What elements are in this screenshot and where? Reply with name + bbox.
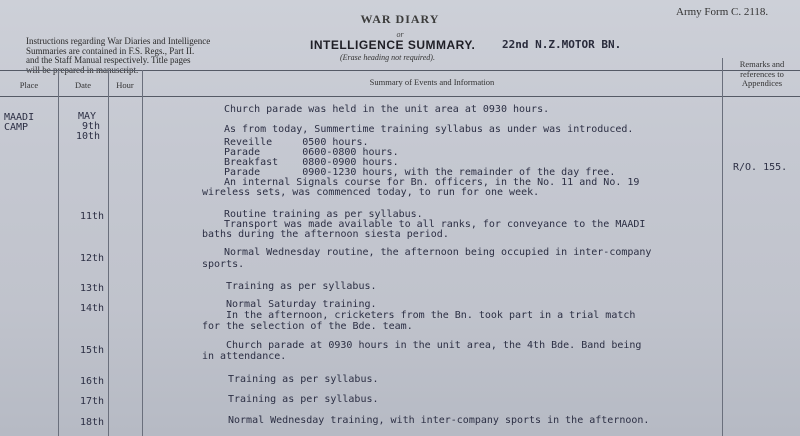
date-column-header: Date <box>74 80 92 90</box>
place-column-header: Place <box>19 80 39 90</box>
summary-line: Training as per syllabus. <box>228 374 379 385</box>
date-entry: 12th <box>80 253 105 264</box>
summary-line: Church parade at 0930 hours in the unit area, the 4th Bde. Band being <box>226 340 642 351</box>
summary-line: for the selection of the Bde. team. <box>202 321 413 332</box>
summary-line: baths during the afternoon siesta period. <box>202 229 449 240</box>
summary-line: Normal Wednesday routine, the afternoon being occupied in inter-company <box>224 247 652 258</box>
instructions-line: and the Staff Manual respectively. Title pages <box>26 55 191 65</box>
summary-line: Reveille 0500 hours. <box>224 137 369 148</box>
column-divider <box>722 58 723 436</box>
place-entry: MAADI <box>4 112 35 123</box>
summary-line: As from today, Summertime training syllabus as under was introduced. <box>224 124 634 135</box>
army-form-label: Army Form C. 2118. <box>676 6 769 18</box>
remarks-column-header: Remarks and references to Appendices <box>739 59 785 88</box>
summary-column-header: Summary of Events and Information <box>369 77 495 87</box>
summary-line: Training as per syllabus. <box>226 281 377 292</box>
summary-line: Transport was made available to all ranks, for conveyance to the MAADI <box>224 219 646 230</box>
summary-line: Church parade was held in the unit area at 0930 hours. <box>224 104 550 115</box>
column-divider <box>108 70 109 436</box>
instructions-line: Instructions regarding War Diaries and Intelligence <box>26 36 211 46</box>
war-diary-title: WAR DIARY <box>360 12 440 26</box>
date-entry: 18th <box>80 417 105 428</box>
summary-line: Routine training as per syllabus. <box>224 209 423 220</box>
summary-line: Normal Wednesday training, with inter-company sports in the afternoon. <box>228 415 650 426</box>
summary-line: Parade 0900-1230 hours, with the remainder of the day free. <box>224 167 616 178</box>
date-entry: 16th <box>80 376 105 387</box>
intelligence-summary-title: INTELLIGENCE SUMMARY. <box>310 38 476 52</box>
summary-line: Normal Saturday training. <box>226 299 377 310</box>
erase-heading-note: (Erase heading not required). <box>340 53 435 62</box>
date-entry: 11th <box>80 211 105 222</box>
summary-line: Parade 0600-0800 hours. <box>224 147 399 158</box>
date-entry: 13th <box>80 283 105 294</box>
date-entry: 17th <box>80 396 105 407</box>
column-divider <box>142 70 143 436</box>
summary-line: in attendance. <box>202 351 287 362</box>
place-entry: CAMP <box>4 122 29 133</box>
header-bottom-rule <box>0 96 800 97</box>
remarks-entry: R/O. 155. <box>733 162 788 173</box>
date-entry: 15th <box>80 345 105 356</box>
date-entry: 10th <box>76 131 101 142</box>
date-entry: 14th <box>80 303 105 314</box>
date-entry: 9th <box>82 121 101 132</box>
header-top-rule <box>0 70 800 71</box>
or-label: or <box>396 30 404 39</box>
summary-line: wireless sets, was commenced today, to run for one week. <box>202 187 540 198</box>
summary-line: Training as per syllabus. <box>228 394 379 405</box>
hour-column-header: Hour <box>116 80 134 90</box>
summary-line: In the afternoon, cricketers from the Bn. took part in a trial match <box>226 310 636 321</box>
instructions-line: Summaries are contained in F.S. Regs., Part II. <box>26 45 195 56</box>
summary-line: sports. <box>202 259 245 270</box>
unit-name: 22nd N.Z.MOTOR BN. <box>502 38 622 51</box>
summary-line: An internal Signals course for Bn. officers, in the No. 11 and No. 19 <box>224 177 640 188</box>
date-entry: MAY <box>78 111 97 122</box>
column-divider <box>58 70 59 436</box>
summary-line: Breakfast 0800-0900 hours. <box>224 157 399 168</box>
